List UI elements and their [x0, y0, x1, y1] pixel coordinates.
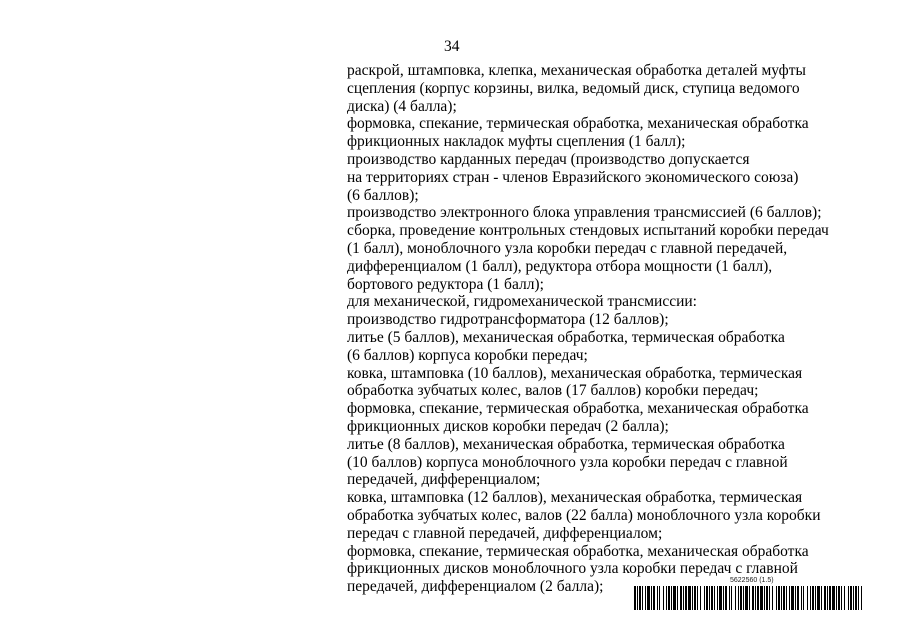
body-line: сборка, проведение контрольных стендовых испытаний коробки передач: [347, 222, 829, 240]
body-line: передач с главной передачей, дифференциалом;: [347, 524, 663, 542]
barcode: [634, 577, 862, 611]
document-body: [347, 62, 867, 596]
body-line: на территориях стран - членов Евразийского экономического союза): [347, 168, 799, 186]
body-line: фрикционных накладок муфты сцепления (1 балл);: [347, 133, 686, 151]
body-line: передачей, дифференциалом;: [347, 471, 541, 489]
body-line: диска) (4 балла);: [347, 97, 457, 115]
body-line: производство гидротрансформатора (12 баллов);: [347, 311, 669, 329]
page-number: 34: [444, 38, 460, 55]
body-line: обработка зубчатых колес, валов (17 баллов) коробки передач;: [347, 382, 759, 400]
body-line: сцепления (корпус корзины, вилка, ведомый диск, ступица ведомого: [347, 79, 800, 97]
body-line: (10 баллов) корпуса моноблочного узла коробки передач с главной: [347, 453, 788, 471]
body-line: литье (5 баллов), механическая обработка, термическая обработка: [347, 328, 785, 346]
barcode-bars: [634, 586, 862, 610]
body-line: (6 баллов) корпуса коробки передач;: [347, 346, 588, 364]
body-line: фрикционных дисков моноблочного узла коробки передач с главной: [347, 560, 798, 578]
body-line: производство карданных передач (производство допускается: [347, 150, 750, 168]
body-line: формовка, спекание, термическая обработка, механическая обработка: [347, 542, 809, 560]
body-line: фрикционных дисков коробки передач (2 балла);: [347, 417, 669, 435]
body-line: бортового редуктора (1 балл);: [347, 275, 544, 293]
body-line: производство электронного блока управления трансмиссией (6 баллов);: [347, 204, 822, 222]
body-line: литье (8 баллов), механическая обработка, термическая обработка: [347, 435, 785, 453]
body-line: формовка, спекание, термическая обработка, механическая обработка: [347, 115, 809, 133]
body-line: дифференциалом (1 балл), редуктора отбора мощности (1 балл),: [347, 257, 773, 275]
body-line: передачей, дифференциалом (2 балла);: [347, 578, 604, 596]
body-line: раскрой, штамповка, клепка, механическая обработка деталей муфты: [347, 62, 806, 79]
body-line: ковка, штамповка (10 баллов), механическая обработка, термическая: [347, 364, 803, 382]
body-line: для механической, гидромеханической трансмиссии:: [347, 293, 697, 311]
body-line: обработка зубчатых колес, валов (22 балла) моноблочного узла коробки: [347, 506, 821, 524]
body-line: (1 балл), моноблочного узла коробки передач с главной передачей,: [347, 239, 788, 257]
body-line: ковка, штамповка (12 баллов), механическая обработка, термическая: [347, 489, 803, 507]
body-line: (6 баллов);: [347, 186, 419, 204]
barcode-number: 5622560 (1.5): [730, 577, 774, 584]
body-line: формовка, спекание, термическая обработка, механическая обработка: [347, 400, 809, 418]
